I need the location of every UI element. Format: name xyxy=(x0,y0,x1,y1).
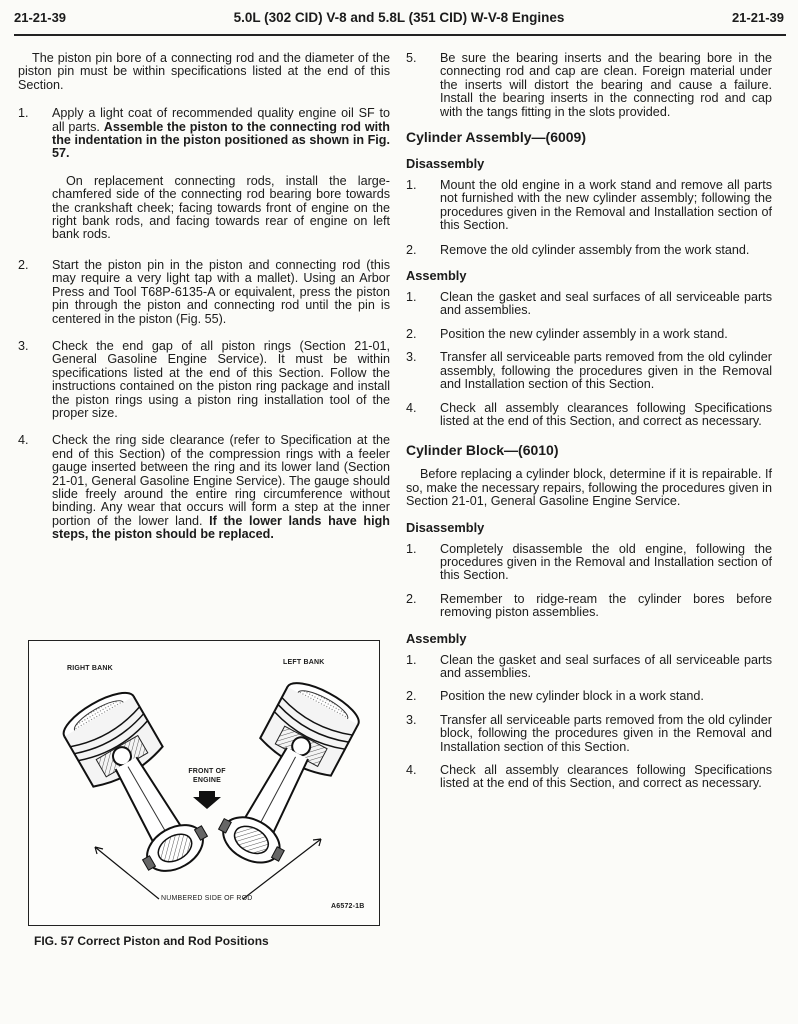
item-number: 2. xyxy=(406,242,417,257)
front-of-engine-label: FRONT OF ENGINE xyxy=(188,768,226,784)
item-number: 1. xyxy=(406,541,417,556)
item-text: Check all assembly clearances following Specifications listed at the end of this Section, and correct as necessary. xyxy=(440,400,772,428)
list-item xyxy=(406,543,772,583)
item-number: 1. xyxy=(406,290,417,305)
item-number: 4. xyxy=(406,763,417,777)
list-item xyxy=(406,351,772,391)
figure-57 xyxy=(28,640,380,926)
list-item xyxy=(406,328,772,341)
item-text: Apply a light coat of recommended quality engine oil SF to all parts. xyxy=(52,106,390,134)
item-number: 2. xyxy=(406,591,417,606)
item-number: 3. xyxy=(18,338,29,353)
cylinder-block-intro: Before replacing a cylinder block, determine if it is repairable. If so, make the necessary repairs, following the procedures given in Section 21-01, General Gasoline Engine Service. xyxy=(406,467,772,509)
item-text: Start the piston pin in the piston and connecting rod (this may require a very light tap with a mallet). Using an Arbor Press and Tool T68P-6135-A or equivalent, press the piston pin through the piston and connecting rod until the pin is centered in the piston (Fig. 55). xyxy=(52,257,390,326)
right-bank-label: RIGHT BANK xyxy=(67,665,113,672)
subsection-heading: Disassembly xyxy=(406,519,485,535)
item-text: Clean the gasket and seal surfaces of all serviceable parts and assemblies. xyxy=(440,652,772,680)
numbered-side-label: NUMBERED SIDE OF ROD xyxy=(161,895,253,902)
list-item xyxy=(18,340,390,420)
item-bold-text: If the lower lands have high steps, the piston should be replaced. xyxy=(52,513,390,542)
list-item xyxy=(406,291,772,318)
figure-reference: A6572-1B xyxy=(331,903,365,910)
item-text: Check the ring side clearance (refer to Specification at the end of this Section) of the compression rings with a feeler gauge inserted between the ring and its lower land (Section 21-01, General Gasoline Engine Service). The gauge should slide freely around the entire ring circumference without binding. Any wear that occurs will form a step at the inner portion of the lower land. xyxy=(52,433,390,528)
item-number: 2. xyxy=(18,257,29,272)
item-text: Position the new cylinder assembly in a work stand. xyxy=(440,326,728,341)
item-text: Mount the old engine in a work stand and remove all parts not furnished with the new cylinder assembly; following the procedures given in the Removal and Installation section of this Section. xyxy=(440,178,772,233)
list-item xyxy=(406,402,772,429)
subsection-heading: Assembly xyxy=(406,268,467,284)
item-text: Completely disassemble the old engine, following the procedures given in the Removal and Installation section of this Section. xyxy=(440,541,772,583)
item-number: 3. xyxy=(406,350,417,365)
page-number-left: 21-21-39 xyxy=(14,10,67,25)
list-item xyxy=(406,714,772,754)
item-text: Position the new cylinder block in a work stand. xyxy=(440,689,704,704)
item-text: Check the end gap of all piston rings (Section 21-01, General Gasoline Engine Service). It must be within specifications listed at the end of this Section. Follow the instructions contained on the piston ring package and install the piston rings using a piston ring installation tool of the proper size. xyxy=(52,338,390,420)
left-bank-label: LEFT BANK xyxy=(283,659,325,666)
item-text: Clean the gasket and seal surfaces of all serviceable parts and assemblies. xyxy=(440,290,772,318)
list-item xyxy=(406,179,772,233)
header-rule xyxy=(14,34,786,36)
item-number: 2. xyxy=(406,326,417,341)
page-header xyxy=(14,10,784,32)
figure-caption: FIG. 57 Correct Piston and Rod Positions xyxy=(34,934,269,948)
item-bold-text: Assemble the piston to the connecting rod with the indentation in the piston positioned as shown in Fig. 57. xyxy=(52,119,390,161)
right-column xyxy=(406,52,772,791)
left-bank-piston-icon xyxy=(207,675,365,877)
subsection-heading: Assembly xyxy=(406,630,467,646)
item-text: Remember to ridge-ream the cylinder bores before removing piston assemblies. xyxy=(440,591,772,620)
list-item xyxy=(406,593,772,620)
item-text: Transfer all serviceable parts removed from the old cylinder block, following the procedures given in the Removal and Installation section of this Section. xyxy=(440,712,772,754)
list-item xyxy=(406,690,772,703)
page-title: 5.0L (302 CID) V-8 and 5.8L (351 CID) W-V-8 Engines xyxy=(233,10,565,25)
item-number: 4. xyxy=(18,433,29,448)
left-column xyxy=(18,52,390,542)
list-item xyxy=(18,259,390,326)
section-heading: Cylinder Block—(6010) xyxy=(406,442,559,459)
list-item xyxy=(18,434,390,541)
item-text: Be sure the bearing inserts and the bearing bore in the connecting rod and cap are clean. Foreign material under the inserts will distort the bearing and cause a failure. Install the bearing inserts in the connecting rod and cap with the tangs fitting in the slots provided. xyxy=(440,51,772,119)
leader-lines xyxy=(95,839,321,899)
intro-paragraph: The piston pin bore of a connecting rod and the diameter of the piston pin must be within specifications listed at the end of this Section. xyxy=(18,51,390,92)
item-number: 1. xyxy=(406,178,417,193)
item-number: 5. xyxy=(406,51,417,65)
item-number: 1. xyxy=(406,652,417,667)
replacement-rods-paragraph: On replacement connecting rods, install the large-chamfered side of the connecting rod bearing bore towards the crankshaft cheek; facing towards front of engine on the right bank rods, and facing towards rear of engine on left bank rods. xyxy=(52,173,390,242)
item-text: Transfer all serviceable parts removed from the old cylinder assembly, following the procedures given in the Removal and Installation section of this Section. xyxy=(440,350,772,392)
arrow-down-icon xyxy=(193,791,221,809)
list-item xyxy=(18,107,390,242)
item-number: 2. xyxy=(406,689,417,704)
list-item xyxy=(406,654,772,681)
section-heading: Cylinder Assembly—(6009) xyxy=(406,129,586,146)
item-number: 3. xyxy=(406,712,417,727)
item-text: Check all assembly clearances following Specifications listed at the end of this Section, and correct as necessary. xyxy=(440,763,772,791)
subsection-heading: Disassembly xyxy=(406,156,485,172)
list-item xyxy=(406,244,772,257)
list-item xyxy=(406,52,772,119)
item-number: 1. xyxy=(18,106,29,121)
page-number-right: 21-21-39 xyxy=(731,10,784,25)
item-text: Remove the old cylinder assembly from the work stand. xyxy=(440,242,750,257)
list-item xyxy=(406,764,772,791)
item-number: 4. xyxy=(406,400,417,415)
